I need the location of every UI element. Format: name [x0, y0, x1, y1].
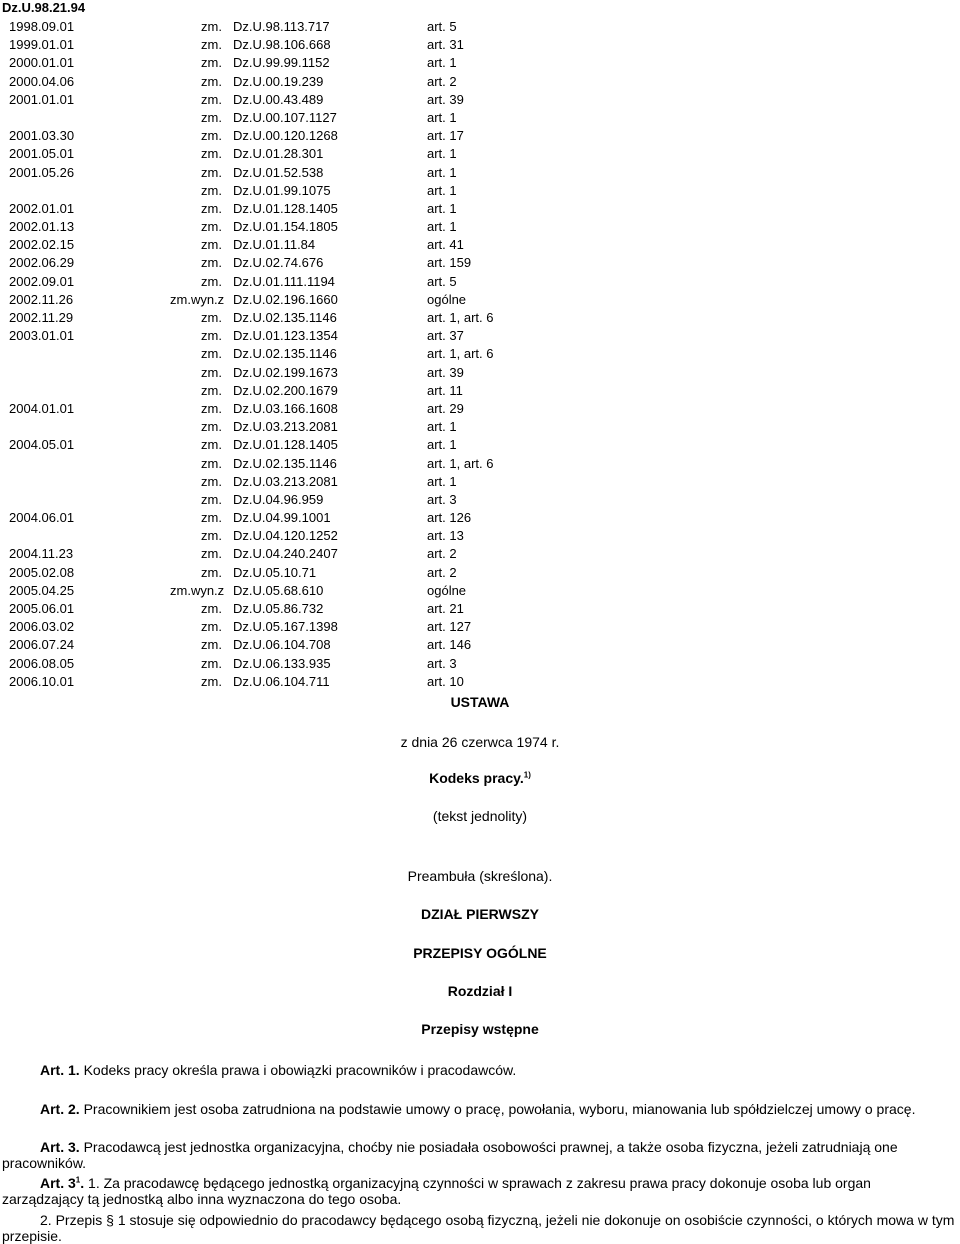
amendment-article: art. 126	[427, 510, 472, 526]
amendment-date: 2001.01.01	[9, 91, 75, 107]
amendment-type: zm.	[201, 91, 222, 107]
amendment-date: 2005.06.01	[9, 601, 75, 616]
amendment-row	[0, 127, 700, 145]
amendment-article: ogólne	[427, 291, 467, 307]
amendment-article: art. 1	[427, 55, 457, 71]
amendment-source: Dz.U.06.104.708	[233, 637, 331, 653]
amendment-row	[0, 73, 700, 91]
amendment-row	[0, 109, 700, 127]
article-3-1	[2, 1175, 956, 1207]
amendment-type: zm.	[201, 655, 222, 671]
amendment-row	[0, 364, 700, 382]
amendment-article: art. 1	[427, 182, 457, 198]
amendment-source: Dz.U.01.52.538	[233, 164, 324, 180]
amendment-source: Dz.U.05.86.732	[233, 601, 324, 616]
amendment-article: art. 31	[427, 37, 464, 53]
amendment-row	[0, 382, 700, 400]
amendment-row	[0, 473, 700, 491]
amendment-article: art. 39	[427, 91, 464, 107]
amendment-row	[0, 655, 700, 673]
amendment-source: Dz.U.03.213.2081	[233, 473, 338, 489]
amendment-type: zm.	[201, 382, 222, 398]
amendment-row	[0, 509, 700, 527]
amendment-source: Dz.U.98.113.717	[233, 19, 330, 34]
amendment-type: zm.	[201, 455, 222, 471]
amendment-type: zm.	[201, 255, 222, 271]
amendment-article: art. 1	[427, 419, 457, 435]
amendment-type: zm.	[201, 510, 222, 526]
amendment-row	[0, 582, 700, 600]
amendment-source: Dz.U.00.43.489	[233, 91, 324, 107]
amendment-type: zm.	[201, 364, 222, 380]
amendment-date: 2002.01.01	[9, 200, 75, 216]
amendment-type: zm.	[201, 619, 222, 635]
amendment-type: zm.	[201, 528, 222, 544]
amendment-date: 2005.02.08	[9, 564, 75, 580]
article-text: 2. Przepis § 1 stosuje się odpowiednio do pracodawcy będącego osobą fizyczną, jeżeli nie dokonuje on osobiście czynności, o których mowa w tym przepisie.	[2, 1212, 955, 1244]
amendment-source: Dz.U.01.111.1194	[233, 273, 335, 289]
amendment-row	[0, 18, 700, 36]
amendment-date: 2001.05.26	[9, 164, 75, 180]
amendment-type: zm.	[201, 437, 222, 453]
amendment-source: Dz.U.04.99.1001	[233, 510, 331, 526]
amendment-type: zm.	[201, 237, 222, 253]
amendment-source: Dz.U.03.166.1608	[233, 400, 338, 416]
act-title	[0, 770, 960, 786]
article-3-1-paragraph-2	[2, 1212, 956, 1244]
amendment-row	[0, 291, 700, 309]
amendment-row	[0, 600, 700, 618]
amendment-article: ogólne	[427, 582, 467, 598]
amendment-article: art. 29	[427, 400, 464, 416]
amendment-article: art. 17	[427, 128, 464, 144]
amendment-article: art. 3	[427, 655, 457, 671]
amendment-row	[0, 618, 700, 636]
amendment-article: art. 2	[427, 546, 457, 562]
amendment-source: Dz.U.04.240.2407	[233, 546, 338, 562]
amendment-row	[0, 545, 700, 563]
amendment-article: art. 10	[427, 673, 464, 689]
article-3	[2, 1139, 956, 1171]
amendment-source: Dz.U.02.200.1679	[233, 382, 338, 398]
chapter-title: Przepisy wstępne	[421, 1021, 539, 1037]
amendment-type: zm.	[201, 310, 222, 325]
amendment-source: Dz.U.01.128.1405	[233, 200, 338, 216]
amendment-date: 2002.11.29	[9, 310, 74, 325]
act-date: z dnia 26 czerwca 1974 r.	[400, 734, 560, 750]
article-text: Pracodawcą jest jednostka organizacyjna, choćby nie posiadała osobowości prawnej, a także osoba fizyczna, jeżeli zatrudniają one pracowników.	[2, 1139, 898, 1171]
amendment-article: art. 1	[427, 200, 457, 216]
article-number: Art. $3^1$.	[40, 1175, 85, 1191]
amendment-source: Dz.U.02.135.1146	[233, 310, 337, 325]
amendment-source: Dz.U.02.135.1146	[233, 455, 337, 471]
amendment-row	[0, 182, 700, 200]
amendment-type: zm.	[201, 637, 222, 653]
amendment-source: Dz.U.06.104.711	[233, 673, 330, 689]
article-2	[2, 1101, 956, 1117]
amendment-date: 2006.10.01	[9, 673, 75, 689]
amendment-source: Dz.U.98.106.668	[233, 37, 331, 53]
amendment-article: art. 2	[427, 564, 457, 580]
article-text: 1. Za pracodawcę będącego jednostką organizacyjną czynności w sprawach z zakresu prawa pracy dokonuje osoba lub organ zarządzający tą jednostką albo inna wyznaczona do tego osoba.	[2, 1175, 871, 1207]
amendment-row	[0, 436, 700, 454]
amendment-row	[0, 273, 700, 291]
amendment-source: Dz.U.06.133.935	[233, 655, 331, 671]
consolidated-text-note: (tekst jednolity)	[432, 808, 528, 824]
preamble: Preambuła (skreślona).	[407, 868, 553, 884]
amendment-article: art. 159	[427, 255, 472, 271]
amendment-article: art. 2	[427, 73, 457, 89]
amendment-source: Dz.U.01.128.1405	[233, 437, 338, 453]
act-title-text: Kodeks pracy.	[429, 770, 524, 786]
amendment-source: Dz.U.00.19.239	[233, 73, 324, 89]
amendment-date: 2004.11.23	[9, 546, 74, 562]
amendment-article: art. 1	[427, 146, 457, 162]
amendment-row	[0, 254, 700, 272]
amendment-type: zm.	[201, 273, 222, 289]
article-number: Art. 3.	[40, 1139, 80, 1155]
amendment-type: zm.	[201, 491, 222, 507]
amendment-date: 2002.06.29	[9, 255, 75, 271]
article-number: Art. 1.	[40, 1062, 80, 1078]
amendment-date: 2001.03.30	[9, 128, 75, 144]
amendment-row	[0, 527, 700, 545]
amendment-date: 1998.09.01	[9, 19, 75, 34]
amendment-source: Dz.U.05.68.610	[233, 582, 324, 598]
chapter-heading: Rozdział I	[447, 983, 513, 999]
amendment-date: 2003.01.01	[9, 328, 75, 344]
amendment-article: art. 11	[427, 382, 463, 398]
amendment-type: zm.	[201, 19, 222, 34]
amendment-date: 2001.05.01	[9, 146, 75, 162]
amendment-article: art. 1	[427, 109, 457, 125]
amendment-source: Dz.U.02.196.1660	[233, 291, 338, 307]
amendment-date: 2000.04.06	[9, 73, 75, 89]
amendment-type: zm.wyn.z	[170, 291, 225, 307]
amendment-row	[0, 418, 700, 436]
amendment-type: zm.	[201, 182, 222, 198]
article-text: Pracownikiem jest osoba zatrudniona na podstawie umowy o pracę, powołania, wyboru, mianowania lub spółdzielczej umowy o pracę.	[83, 1101, 916, 1117]
amendment-date: 2004.01.01	[9, 400, 75, 416]
amendment-row	[0, 491, 700, 509]
amendment-type: zm.	[201, 55, 222, 71]
amendment-row	[0, 236, 700, 254]
amendment-article: art. 13	[427, 528, 464, 544]
amendment-source: Dz.U.99.99.1152	[233, 55, 330, 71]
amendment-source: Dz.U.02.74.676	[233, 255, 324, 271]
amendment-row	[0, 91, 700, 109]
amendment-article: art. 1, art. 6	[427, 455, 494, 471]
amendment-type: zm.	[201, 400, 222, 416]
amendment-date: 2006.03.02	[9, 619, 75, 635]
amendment-row	[0, 400, 700, 418]
amendment-type: zm.	[201, 200, 222, 216]
document-id: Dz.U.98.21.94	[2, 0, 86, 15]
amendment-type: zm.	[201, 346, 222, 362]
amendment-row	[0, 36, 700, 54]
amendment-type: zm.	[201, 146, 222, 162]
amendment-row	[0, 564, 700, 582]
amendment-date: 1999.01.01	[9, 37, 75, 53]
amendment-type: zm.	[201, 164, 222, 180]
amendment-date: 2002.02.15	[9, 237, 75, 253]
amendment-type: zm.wyn.z	[170, 582, 225, 598]
amendment-article: art. 5	[427, 19, 457, 34]
amendment-type: zm.	[201, 73, 222, 89]
amendment-row	[0, 218, 700, 236]
division-title: PRZEPISY OGÓLNE	[413, 945, 547, 961]
amendment-type: zm.	[201, 601, 222, 616]
amendment-row	[0, 345, 700, 363]
amendment-source: Dz.U.00.107.1127	[233, 109, 337, 125]
amendment-row	[0, 200, 700, 218]
amendment-date: 2006.07.24	[9, 637, 75, 653]
article-text: Kodeks pracy określa prawa i obowiązki pracowników i pracodawców.	[83, 1062, 517, 1078]
amendment-source: Dz.U.01.99.1075	[233, 182, 331, 198]
amendment-article: art. 5	[427, 273, 457, 289]
amendment-type: zm.	[201, 109, 222, 125]
amendment-type: zm.	[201, 328, 222, 344]
amendment-source: Dz.U.01.11.84	[233, 237, 316, 253]
division-heading: DZIAŁ PIERWSZY	[421, 906, 539, 922]
amendment-article: art. 1	[427, 437, 457, 453]
amendment-source: Dz.U.05.10.71	[233, 564, 317, 580]
amendment-article: art. 39	[427, 364, 464, 380]
amendment-date: 2002.11.26	[9, 291, 74, 307]
amendment-article: art. 146	[427, 637, 472, 653]
amendment-source: Dz.U.01.154.1805	[233, 219, 338, 235]
amendment-date: 2006.08.05	[9, 655, 75, 671]
amendment-row	[0, 455, 700, 473]
amendment-row	[0, 145, 700, 163]
amendment-source: Dz.U.01.28.301	[233, 146, 324, 162]
article-number: Art. 2.	[40, 1101, 80, 1117]
amendment-type: zm.	[201, 419, 222, 435]
amendment-source: Dz.U.02.199.1673	[233, 364, 338, 380]
amendment-date: 2004.06.01	[9, 510, 75, 526]
amendment-row	[0, 636, 700, 654]
amendment-type: zm.	[201, 473, 222, 489]
amendment-type: zm.	[201, 37, 222, 53]
amendment-source: Dz.U.02.135.1146	[233, 346, 337, 362]
amendment-row	[0, 54, 700, 72]
amendment-row	[0, 327, 700, 345]
amendment-source: Dz.U.00.120.1268	[233, 128, 338, 144]
act-heading: USTAWA	[450, 694, 510, 710]
amendment-source: Dz.U.03.213.2081	[233, 419, 338, 435]
amendment-article: art. 3	[427, 491, 457, 507]
article-1	[2, 1062, 956, 1078]
amendment-date: 2004.05.01	[9, 437, 75, 453]
amendment-article: art. 1, art. 6	[427, 310, 494, 325]
amendment-source: Dz.U.01.123.1354	[233, 328, 338, 344]
amendment-article: art. 1	[427, 219, 457, 235]
amendment-source: Dz.U.04.120.1252	[233, 528, 338, 544]
amendment-article: art. 1	[427, 473, 457, 489]
amendment-type: zm.	[201, 564, 222, 580]
amendment-date: 2000.01.01	[9, 55, 75, 71]
amendment-type: zm.	[201, 673, 222, 689]
amendment-article: art. 37	[427, 328, 464, 344]
amendment-date: 2005.04.25	[9, 582, 75, 598]
amendment-article: art. 41	[427, 237, 464, 253]
amendment-date: 2002.01.13	[9, 219, 75, 235]
amendment-source: Dz.U.05.167.1398	[233, 619, 338, 635]
amendment-type: zm.	[201, 128, 222, 144]
amendment-article: art. 127	[427, 619, 472, 635]
amendment-type: zm.	[201, 219, 222, 235]
amendment-article: art. 1, art. 6	[427, 346, 494, 362]
amendment-type: zm.	[201, 546, 222, 562]
amendments-table	[0, 18, 700, 691]
amendment-article: art. 21	[427, 601, 464, 616]
amendment-row	[0, 164, 700, 182]
amendment-row	[0, 673, 700, 691]
amendment-row	[0, 309, 700, 327]
amendment-article: art. 1	[427, 164, 457, 180]
amendment-source: Dz.U.04.96.959	[233, 491, 324, 507]
amendment-date: 2002.09.01	[9, 273, 75, 289]
footnote-mark: 1)	[523, 770, 531, 780]
